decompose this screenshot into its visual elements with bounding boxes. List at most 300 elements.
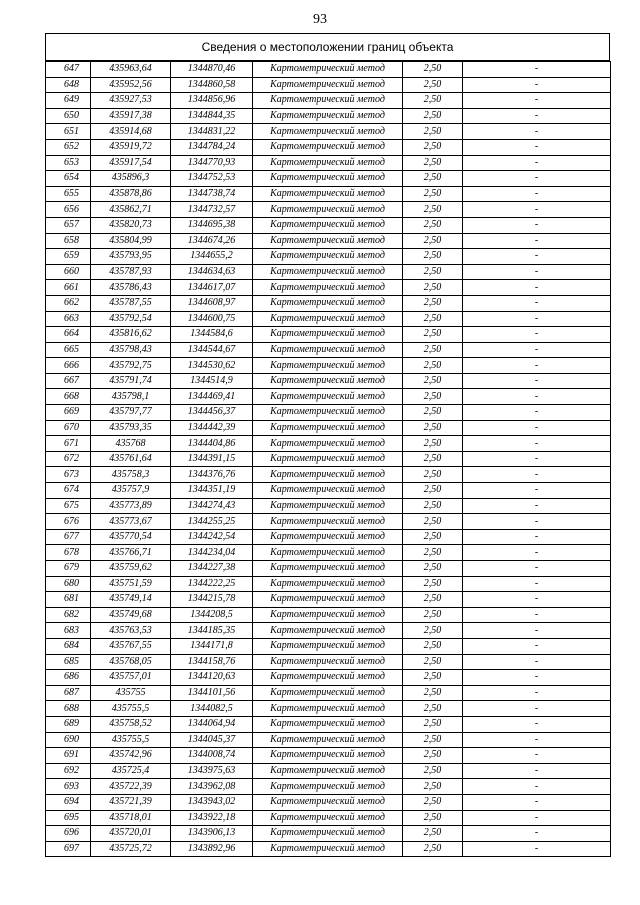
note-cell: - xyxy=(463,638,611,654)
note-cell: - xyxy=(463,217,611,233)
table-row xyxy=(46,826,611,842)
note-cell: - xyxy=(463,186,611,202)
point-number-cell: 659 xyxy=(46,249,91,265)
coord-x-cell: 435766,71 xyxy=(91,545,171,561)
table-row xyxy=(46,716,611,732)
accuracy-cell: 2,50 xyxy=(403,233,463,249)
point-number-cell: 686 xyxy=(46,670,91,686)
method-cell: Картометрический метод xyxy=(253,810,403,826)
coord-x-cell: 435757,01 xyxy=(91,670,171,686)
accuracy-cell: 2,50 xyxy=(403,373,463,389)
point-number-cell: 655 xyxy=(46,186,91,202)
note-cell: - xyxy=(463,451,611,467)
accuracy-cell: 2,50 xyxy=(403,264,463,280)
coord-y-cell: 1344469,41 xyxy=(171,389,253,405)
table-row xyxy=(46,280,611,296)
coord-x-cell: 435792,54 xyxy=(91,311,171,327)
table-row xyxy=(46,576,611,592)
table-row xyxy=(46,139,611,155)
table-row xyxy=(46,483,611,499)
note-cell: - xyxy=(463,654,611,670)
method-cell: Картометрический метод xyxy=(253,483,403,499)
table-row xyxy=(46,763,611,779)
point-number-cell: 691 xyxy=(46,748,91,764)
method-cell: Картометрический метод xyxy=(253,841,403,857)
coord-x-cell: 435742,96 xyxy=(91,748,171,764)
coord-y-cell: 1344376,76 xyxy=(171,467,253,483)
note-cell: - xyxy=(463,233,611,249)
point-number-cell: 694 xyxy=(46,794,91,810)
accuracy-cell: 2,50 xyxy=(403,592,463,608)
accuracy-cell: 2,50 xyxy=(403,342,463,358)
table-row xyxy=(46,514,611,530)
point-number-cell: 667 xyxy=(46,373,91,389)
note-cell: - xyxy=(463,108,611,124)
note-cell: - xyxy=(463,592,611,608)
point-number-cell: 687 xyxy=(46,685,91,701)
method-cell: Картометрический метод xyxy=(253,342,403,358)
table-row xyxy=(46,670,611,686)
note-cell: - xyxy=(463,202,611,218)
method-cell: Картометрический метод xyxy=(253,467,403,483)
note-cell: - xyxy=(463,62,611,78)
table-row xyxy=(46,794,611,810)
point-number-cell: 672 xyxy=(46,451,91,467)
point-number-cell: 653 xyxy=(46,155,91,171)
note-cell: - xyxy=(463,623,611,639)
coord-y-cell: 1344544,67 xyxy=(171,342,253,358)
method-cell: Картометрический метод xyxy=(253,763,403,779)
accuracy-cell: 2,50 xyxy=(403,545,463,561)
table-row xyxy=(46,295,611,311)
accuracy-cell: 2,50 xyxy=(403,171,463,187)
table-row xyxy=(46,623,611,639)
point-number-cell: 661 xyxy=(46,280,91,296)
coord-x-cell: 435749,68 xyxy=(91,607,171,623)
note-cell: - xyxy=(463,139,611,155)
coord-y-cell: 1344584,6 xyxy=(171,327,253,343)
point-number-cell: 677 xyxy=(46,529,91,545)
point-number-cell: 696 xyxy=(46,826,91,842)
coord-y-cell: 1344215,78 xyxy=(171,592,253,608)
point-number-cell: 681 xyxy=(46,592,91,608)
note-cell: - xyxy=(463,311,611,327)
coord-x-cell: 435919,72 xyxy=(91,139,171,155)
note-cell: - xyxy=(463,545,611,561)
coord-y-cell: 1344600,75 xyxy=(171,311,253,327)
coord-y-cell: 1344227,38 xyxy=(171,561,253,577)
point-number-cell: 676 xyxy=(46,514,91,530)
point-number-cell: 668 xyxy=(46,389,91,405)
coord-x-cell: 435773,89 xyxy=(91,498,171,514)
accuracy-cell: 2,50 xyxy=(403,779,463,795)
coord-y-cell: 1343943,02 xyxy=(171,794,253,810)
note-cell: - xyxy=(463,249,611,265)
coord-y-cell: 1344608,97 xyxy=(171,295,253,311)
table-row xyxy=(46,436,611,452)
point-number-cell: 679 xyxy=(46,561,91,577)
table-row xyxy=(46,529,611,545)
coord-y-cell: 1344695,38 xyxy=(171,217,253,233)
coord-y-cell: 1344655,2 xyxy=(171,249,253,265)
point-number-cell: 689 xyxy=(46,716,91,732)
coord-y-cell: 1344617,07 xyxy=(171,280,253,296)
coord-x-cell: 435798,43 xyxy=(91,342,171,358)
point-number-cell: 649 xyxy=(46,93,91,109)
table-row xyxy=(46,592,611,608)
note-cell: - xyxy=(463,155,611,171)
point-number-cell: 688 xyxy=(46,701,91,717)
coord-y-cell: 1344530,62 xyxy=(171,358,253,374)
table-row xyxy=(46,638,611,654)
table-row xyxy=(46,264,611,280)
table-row xyxy=(46,217,611,233)
method-cell: Картометрический метод xyxy=(253,514,403,530)
accuracy-cell: 2,50 xyxy=(403,186,463,202)
method-cell: Картометрический метод xyxy=(253,373,403,389)
coord-y-cell: 1344171,8 xyxy=(171,638,253,654)
point-number-cell: 650 xyxy=(46,108,91,124)
method-cell: Картометрический метод xyxy=(253,436,403,452)
point-number-cell: 664 xyxy=(46,327,91,343)
table-row xyxy=(46,701,611,717)
coord-x-cell: 435804,99 xyxy=(91,233,171,249)
accuracy-cell: 2,50 xyxy=(403,716,463,732)
table-row xyxy=(46,779,611,795)
coord-x-cell: 435767,55 xyxy=(91,638,171,654)
coord-y-cell: 1344158,76 xyxy=(171,654,253,670)
table-row xyxy=(46,685,611,701)
note-cell: - xyxy=(463,405,611,421)
accuracy-cell: 2,50 xyxy=(403,93,463,109)
accuracy-cell: 2,50 xyxy=(403,514,463,530)
accuracy-cell: 2,50 xyxy=(403,108,463,124)
method-cell: Картометрический метод xyxy=(253,794,403,810)
table-row xyxy=(46,342,611,358)
coord-x-cell: 435820,73 xyxy=(91,217,171,233)
coord-x-cell: 435862,71 xyxy=(91,202,171,218)
accuracy-cell: 2,50 xyxy=(403,561,463,577)
accuracy-cell: 2,50 xyxy=(403,483,463,499)
point-number-cell: 651 xyxy=(46,124,91,140)
coord-x-cell: 435718,01 xyxy=(91,810,171,826)
accuracy-cell: 2,50 xyxy=(403,732,463,748)
note-cell: - xyxy=(463,498,611,514)
accuracy-cell: 2,50 xyxy=(403,685,463,701)
point-number-cell: 657 xyxy=(46,217,91,233)
table-row xyxy=(46,841,611,857)
accuracy-cell: 2,50 xyxy=(403,451,463,467)
method-cell: Картометрический метод xyxy=(253,748,403,764)
point-number-cell: 656 xyxy=(46,202,91,218)
method-cell: Картометрический метод xyxy=(253,405,403,421)
coord-y-cell: 1344045,37 xyxy=(171,732,253,748)
coord-y-cell: 1344456,37 xyxy=(171,405,253,421)
coord-x-cell: 435770,54 xyxy=(91,529,171,545)
coord-y-cell: 1344404,86 xyxy=(171,436,253,452)
table-row xyxy=(46,186,611,202)
note-cell: - xyxy=(463,483,611,499)
coord-x-cell: 435763,53 xyxy=(91,623,171,639)
coord-y-cell: 1344870,46 xyxy=(171,62,253,78)
coord-y-cell: 1344831,22 xyxy=(171,124,253,140)
coord-y-cell: 1344442,39 xyxy=(171,420,253,436)
accuracy-cell: 2,50 xyxy=(403,576,463,592)
note-cell: - xyxy=(463,607,611,623)
coord-y-cell: 1344222,25 xyxy=(171,576,253,592)
note-cell: - xyxy=(463,389,611,405)
accuracy-cell: 2,50 xyxy=(403,295,463,311)
table-row xyxy=(46,202,611,218)
method-cell: Картометрический метод xyxy=(253,420,403,436)
method-cell: Картометрический метод xyxy=(253,139,403,155)
coord-x-cell: 435816,62 xyxy=(91,327,171,343)
accuracy-cell: 2,50 xyxy=(403,529,463,545)
point-number-cell: 662 xyxy=(46,295,91,311)
method-cell: Картометрический метод xyxy=(253,186,403,202)
coord-x-cell: 435758,52 xyxy=(91,716,171,732)
note-cell: - xyxy=(463,763,611,779)
coord-x-cell: 435757,9 xyxy=(91,483,171,499)
coord-x-cell: 435791,74 xyxy=(91,373,171,389)
table-row xyxy=(46,311,611,327)
accuracy-cell: 2,50 xyxy=(403,139,463,155)
method-cell: Картометрический метод xyxy=(253,311,403,327)
accuracy-cell: 2,50 xyxy=(403,280,463,296)
accuracy-cell: 2,50 xyxy=(403,670,463,686)
coord-y-cell: 1344234,04 xyxy=(171,545,253,561)
point-number-cell: 697 xyxy=(46,841,91,857)
table-row xyxy=(46,748,611,764)
point-number-cell: 693 xyxy=(46,779,91,795)
method-cell: Картометрический метод xyxy=(253,592,403,608)
note-cell: - xyxy=(463,514,611,530)
coord-y-cell: 1344674,26 xyxy=(171,233,253,249)
table-row xyxy=(46,62,611,78)
accuracy-cell: 2,50 xyxy=(403,701,463,717)
coord-x-cell: 435792,75 xyxy=(91,358,171,374)
note-cell: - xyxy=(463,295,611,311)
note-cell: - xyxy=(463,436,611,452)
coord-x-cell: 435917,38 xyxy=(91,108,171,124)
accuracy-cell: 2,50 xyxy=(403,217,463,233)
method-cell: Картометрический метод xyxy=(253,202,403,218)
coord-x-cell: 435952,56 xyxy=(91,77,171,93)
point-number-cell: 663 xyxy=(46,311,91,327)
method-cell: Картометрический метод xyxy=(253,155,403,171)
note-cell: - xyxy=(463,171,611,187)
table-header: Сведения о местоположении границ объекта xyxy=(45,33,610,61)
coord-x-cell: 435751,59 xyxy=(91,576,171,592)
accuracy-cell: 2,50 xyxy=(403,124,463,140)
table-row xyxy=(46,654,611,670)
accuracy-cell: 2,50 xyxy=(403,841,463,857)
coord-x-cell: 435761,64 xyxy=(91,451,171,467)
point-number-cell: 669 xyxy=(46,405,91,421)
point-number-cell: 654 xyxy=(46,171,91,187)
method-cell: Картометрический метод xyxy=(253,701,403,717)
coord-x-cell: 435755 xyxy=(91,685,171,701)
method-cell: Картометрический метод xyxy=(253,233,403,249)
coord-y-cell: 1344101,56 xyxy=(171,685,253,701)
coord-x-cell: 435878,86 xyxy=(91,186,171,202)
point-number-cell: 678 xyxy=(46,545,91,561)
coord-x-cell: 435759,62 xyxy=(91,561,171,577)
method-cell: Картометрический метод xyxy=(253,62,403,78)
table-row xyxy=(46,233,611,249)
table-row xyxy=(46,405,611,421)
accuracy-cell: 2,50 xyxy=(403,405,463,421)
method-cell: Картометрический метод xyxy=(253,93,403,109)
point-number-cell: 670 xyxy=(46,420,91,436)
method-cell: Картометрический метод xyxy=(253,217,403,233)
coord-x-cell: 435755,5 xyxy=(91,701,171,717)
coord-x-cell: 435787,93 xyxy=(91,264,171,280)
coord-x-cell: 435786,43 xyxy=(91,280,171,296)
note-cell: - xyxy=(463,841,611,857)
point-number-cell: 666 xyxy=(46,358,91,374)
point-number-cell: 690 xyxy=(46,732,91,748)
table-body xyxy=(46,62,611,857)
method-cell: Картометрический метод xyxy=(253,826,403,842)
note-cell: - xyxy=(463,779,611,795)
note-cell: - xyxy=(463,280,611,296)
coord-y-cell: 1344391,15 xyxy=(171,451,253,467)
coord-x-cell: 435793,95 xyxy=(91,249,171,265)
method-cell: Картометрический метод xyxy=(253,670,403,686)
method-cell: Картометрический метод xyxy=(253,638,403,654)
note-cell: - xyxy=(463,358,611,374)
coord-y-cell: 1344738,74 xyxy=(171,186,253,202)
coord-y-cell: 1344514,9 xyxy=(171,373,253,389)
coord-x-cell: 435787,55 xyxy=(91,295,171,311)
coord-y-cell: 1343975,63 xyxy=(171,763,253,779)
coord-y-cell: 1344008,74 xyxy=(171,748,253,764)
method-cell: Картометрический метод xyxy=(253,124,403,140)
coord-y-cell: 1344856,96 xyxy=(171,93,253,109)
accuracy-cell: 2,50 xyxy=(403,358,463,374)
table-row xyxy=(46,327,611,343)
method-cell: Картометрический метод xyxy=(253,498,403,514)
table-row xyxy=(46,451,611,467)
method-cell: Картометрический метод xyxy=(253,358,403,374)
page-number: 93 xyxy=(313,12,327,27)
method-cell: Картометрический метод xyxy=(253,623,403,639)
table-row xyxy=(46,607,611,623)
accuracy-cell: 2,50 xyxy=(403,498,463,514)
accuracy-cell: 2,50 xyxy=(403,62,463,78)
coord-y-cell: 1344064,94 xyxy=(171,716,253,732)
accuracy-cell: 2,50 xyxy=(403,794,463,810)
point-number-cell: 658 xyxy=(46,233,91,249)
method-cell: Картометрический метод xyxy=(253,451,403,467)
accuracy-cell: 2,50 xyxy=(403,77,463,93)
accuracy-cell: 2,50 xyxy=(403,748,463,764)
coord-y-cell: 1343906,13 xyxy=(171,826,253,842)
table-row xyxy=(46,732,611,748)
note-cell: - xyxy=(463,77,611,93)
note-cell: - xyxy=(463,561,611,577)
coord-x-cell: 435773,67 xyxy=(91,514,171,530)
point-number-cell: 665 xyxy=(46,342,91,358)
coord-y-cell: 1344242,54 xyxy=(171,529,253,545)
note-cell: - xyxy=(463,716,611,732)
accuracy-cell: 2,50 xyxy=(403,654,463,670)
coord-y-cell: 1344784,24 xyxy=(171,139,253,155)
accuracy-cell: 2,50 xyxy=(403,249,463,265)
method-cell: Картометрический метод xyxy=(253,389,403,405)
coord-x-cell: 435963,64 xyxy=(91,62,171,78)
note-cell: - xyxy=(463,794,611,810)
coord-y-cell: 1344120,63 xyxy=(171,670,253,686)
coord-y-cell: 1343922,18 xyxy=(171,810,253,826)
table-row xyxy=(46,467,611,483)
note-cell: - xyxy=(463,670,611,686)
accuracy-cell: 2,50 xyxy=(403,389,463,405)
method-cell: Картометрический метод xyxy=(253,529,403,545)
method-cell: Картометрический метод xyxy=(253,327,403,343)
method-cell: Картометрический метод xyxy=(253,295,403,311)
accuracy-cell: 2,50 xyxy=(403,763,463,779)
accuracy-cell: 2,50 xyxy=(403,436,463,452)
point-number-cell: 647 xyxy=(46,62,91,78)
point-number-cell: 695 xyxy=(46,810,91,826)
coord-x-cell: 435720,01 xyxy=(91,826,171,842)
coord-x-cell: 435927,53 xyxy=(91,93,171,109)
coord-x-cell: 435722,39 xyxy=(91,779,171,795)
coord-x-cell: 435721,39 xyxy=(91,794,171,810)
method-cell: Картометрический метод xyxy=(253,249,403,265)
boundary-points-table xyxy=(45,61,611,857)
method-cell: Картометрический метод xyxy=(253,545,403,561)
point-number-cell: 671 xyxy=(46,436,91,452)
point-number-cell: 680 xyxy=(46,576,91,592)
coord-x-cell: 435768 xyxy=(91,436,171,452)
accuracy-cell: 2,50 xyxy=(403,623,463,639)
note-cell: - xyxy=(463,810,611,826)
table-row xyxy=(46,545,611,561)
method-cell: Картометрический метод xyxy=(253,685,403,701)
method-cell: Картометрический метод xyxy=(253,171,403,187)
accuracy-cell: 2,50 xyxy=(403,826,463,842)
accuracy-cell: 2,50 xyxy=(403,638,463,654)
table-row xyxy=(46,124,611,140)
coord-x-cell: 435758,3 xyxy=(91,467,171,483)
coord-y-cell: 1344752,53 xyxy=(171,171,253,187)
table-row xyxy=(46,171,611,187)
point-number-cell: 660 xyxy=(46,264,91,280)
method-cell: Картометрический метод xyxy=(253,576,403,592)
note-cell: - xyxy=(463,124,611,140)
note-cell: - xyxy=(463,467,611,483)
note-cell: - xyxy=(463,327,611,343)
coord-x-cell: 435755,5 xyxy=(91,732,171,748)
coord-y-cell: 1344208,5 xyxy=(171,607,253,623)
note-cell: - xyxy=(463,373,611,389)
coord-y-cell: 1344634,63 xyxy=(171,264,253,280)
point-number-cell: 673 xyxy=(46,467,91,483)
point-number-cell: 652 xyxy=(46,139,91,155)
point-number-cell: 692 xyxy=(46,763,91,779)
accuracy-cell: 2,50 xyxy=(403,607,463,623)
table-row xyxy=(46,810,611,826)
coord-y-cell: 1344274,43 xyxy=(171,498,253,514)
accuracy-cell: 2,50 xyxy=(403,327,463,343)
coord-x-cell: 435725,4 xyxy=(91,763,171,779)
accuracy-cell: 2,50 xyxy=(403,311,463,327)
coord-x-cell: 435896,3 xyxy=(91,171,171,187)
accuracy-cell: 2,50 xyxy=(403,420,463,436)
